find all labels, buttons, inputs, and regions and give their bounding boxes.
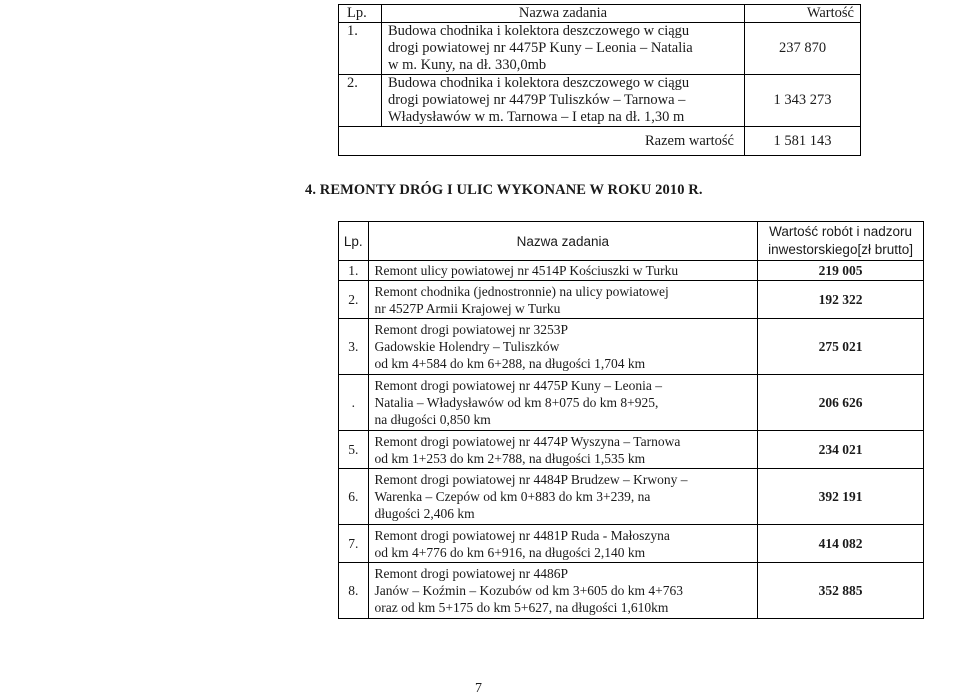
row-lp: 3. — [339, 319, 369, 375]
row-name — [368, 563, 758, 619]
table-row — [339, 431, 924, 469]
row-name-line: Remont drogi powiatowej nr 4475P Kuny – Leonia – — [374, 378, 662, 393]
row-name-line: Gadowskie Holendry – Tuliszków — [374, 339, 560, 354]
row-name — [368, 375, 758, 431]
col-header-value-line: inwestorskiego[zł brutto] — [768, 242, 913, 257]
row-lp: . — [339, 375, 369, 431]
row-name-line: Natalia – Władysławów od km 8+075 do km 8+925, — [374, 395, 659, 410]
table-row — [339, 319, 924, 375]
row-name — [382, 75, 745, 127]
row-value: 192 322 — [758, 281, 924, 319]
table-row — [339, 375, 924, 431]
row-value: 275 021 — [758, 319, 924, 375]
row-name-line: Janów – Koźmin – Kozubów od km 3+605 do km 4+763 — [374, 583, 683, 598]
row-name-line: od km 4+776 do km 6+916, na długości 2,140 km — [374, 544, 646, 560]
section-heading: 4. REMONTY DRÓG I ULIC WYKONANE W ROKU 2010 R. — [305, 182, 703, 198]
row-value: 206 626 — [758, 375, 924, 431]
table-row — [339, 525, 924, 563]
col-header-value — [758, 222, 924, 261]
table-row — [339, 23, 861, 75]
row-name-line: Remont drogi powiatowej nr 4474P Wyszyna – Tarnowa — [374, 433, 681, 449]
row-name-line: Remont drogi powiatowej nr 4486P — [374, 566, 568, 581]
row-name-line: Remont chodnika (jednostronnie) na ulicy powiatowej — [374, 283, 669, 299]
row-value: 414 082 — [758, 525, 924, 563]
row-name-line: od km 1+253 do km 2+788, na długości 1,535 km — [374, 450, 646, 466]
row-name-line: oraz od km 5+175 do km 5+627, na długości 1,610km — [374, 600, 669, 615]
row-name-line: Budowa chodnika i kolektora deszczowego w ciągu — [388, 23, 690, 39]
table-row — [339, 469, 924, 525]
total-row — [339, 127, 861, 156]
row-name-line: na długości 0,850 km — [374, 412, 491, 427]
row-name — [368, 525, 758, 563]
row-name — [368, 431, 758, 469]
row-value: 237 870 — [745, 23, 861, 75]
row-name-line: w m. Kuny, na dł. 330,0mb — [388, 57, 547, 73]
row-name-line: Remont drogi powiatowej nr 4484P Brudzew – Krwony – — [374, 472, 688, 487]
row-lp: 6. — [339, 469, 369, 525]
row-lp: 2. — [339, 281, 369, 319]
row-name-line: drogi powiatowej nr 4479P Tuliszków – Tarnowa – — [388, 92, 686, 108]
row-name-line: nr 4527P Armii Krajowej w Turku — [374, 300, 561, 316]
row-lp: 8. — [339, 563, 369, 619]
row-lp: 5. — [339, 431, 369, 469]
row-value: 392 191 — [758, 469, 924, 525]
row-name — [368, 319, 758, 375]
row-name-line: Warenka – Czepów od km 0+883 do km 3+239, na — [374, 489, 651, 504]
row-name-line: Budowa chodnika i kolektora deszczowego w ciągu — [388, 75, 690, 91]
row-name — [368, 281, 758, 319]
col-header-lp: Lp. — [339, 222, 369, 261]
row-name-line: Remont drogi powiatowej nr 4481P Ruda - Małoszyna — [374, 527, 670, 543]
table-row — [339, 281, 924, 319]
table-row — [339, 75, 861, 127]
page-number: 7 — [475, 681, 482, 696]
row-name-line: Remont ulicy powiatowej nr 4514P Kościuszki w Turku — [374, 263, 679, 278]
total-label: Razem wartość — [339, 127, 745, 156]
col-header-value-line: Wartość robót i nadzoru — [769, 224, 912, 239]
row-name-line: Władysławów w m. Tarnowa – I etap na dł. 1,30 m — [388, 109, 685, 125]
col-header-lp: Lp. — [339, 5, 382, 23]
total-value: 1 581 143 — [745, 127, 861, 156]
col-header-value: Wartość — [745, 5, 861, 23]
col-header-name: Nazwa zadania — [368, 222, 758, 261]
row-name-line: Remont drogi powiatowej nr 3253P — [374, 322, 568, 337]
row-lp: 7. — [339, 525, 369, 563]
table-row — [339, 261, 924, 281]
row-name — [368, 261, 758, 281]
table-header-row — [339, 5, 861, 23]
row-name-line: długości 2,406 km — [374, 506, 475, 521]
row-value: 234 021 — [758, 431, 924, 469]
road-repairs-table — [338, 221, 924, 619]
row-name — [368, 469, 758, 525]
row-lp: 1. — [339, 261, 369, 281]
row-lp: 2. — [339, 75, 382, 127]
row-name-line: drogi powiatowej nr 4475P Kuny – Leonia – Natalia — [388, 40, 693, 56]
table-row — [339, 563, 924, 619]
table-header-row — [339, 222, 924, 261]
row-name — [382, 23, 745, 75]
row-value: 352 885 — [758, 563, 924, 619]
row-lp: 1. — [339, 23, 382, 75]
row-name-line: od km 4+584 do km 6+288, na długości 1,704 km — [374, 356, 646, 371]
col-header-name: Nazwa zadania — [382, 5, 745, 23]
completed-projects-table — [338, 4, 861, 156]
row-value: 1 343 273 — [745, 75, 861, 127]
row-value: 219 005 — [758, 261, 924, 281]
